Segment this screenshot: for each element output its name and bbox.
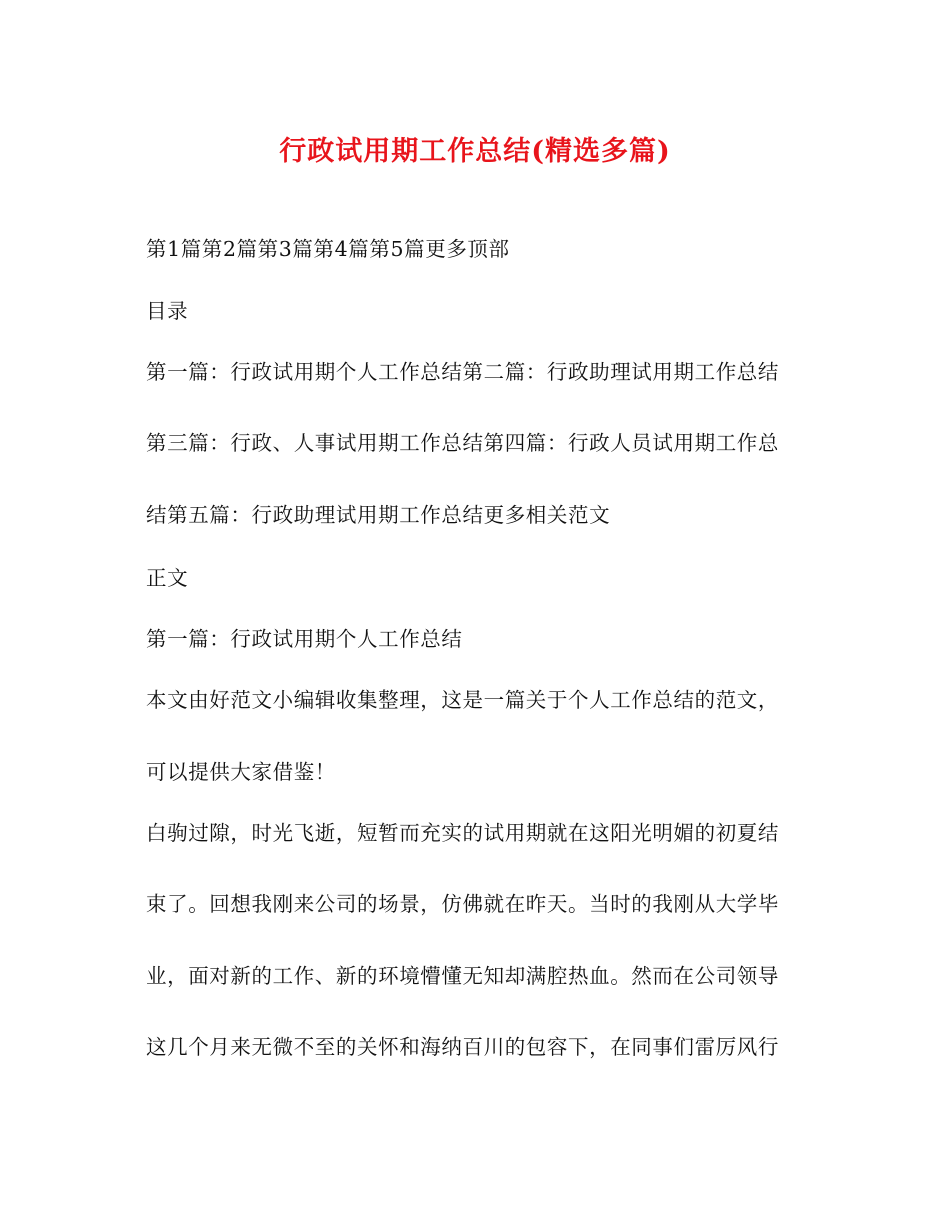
paragraph-line: 这几个月来无微不至的关怀和海纳百川的包容下，在同事们雷厉风行 — [146, 1035, 779, 1059]
toc-line: 结第五篇：行政助理试用期工作总结更多相关范文 — [146, 503, 611, 527]
toc-heading: 目录 — [146, 299, 189, 323]
paragraph-line: 业，面对新的工作、新的环境懵懂无知却满腔热血。然而在公司领导 — [146, 964, 779, 988]
intro-line: 可以提供大家借鉴！ — [146, 760, 336, 784]
toc-line: 第三篇：行政、人事试用期工作总结第四篇：行政人员试用期工作总 — [146, 431, 779, 455]
intro-line: 本文由好范文小编辑收集整理，这是一篇关于个人工作总结的范文， — [146, 688, 779, 712]
paragraph-line: 束了。回想我刚来公司的场景，仿佛就在昨天。当时的我刚从大学毕 — [146, 892, 779, 916]
section-title: 第一篇：行政试用期个人工作总结 — [146, 627, 463, 651]
toc-line: 第一篇：行政试用期个人工作总结第二篇：行政助理试用期工作总结 — [146, 360, 779, 384]
section-nav-links: 第1篇第2篇第3篇第4篇第5篇更多顶部 — [146, 237, 510, 261]
document-title: 行政试用期工作总结(精选多篇) — [279, 136, 671, 167]
body-heading: 正文 — [146, 566, 189, 590]
paragraph-line: 白驹过隙，时光飞逝，短暂而充实的试用期就在这阳光明媚的初夏结 — [146, 821, 779, 845]
